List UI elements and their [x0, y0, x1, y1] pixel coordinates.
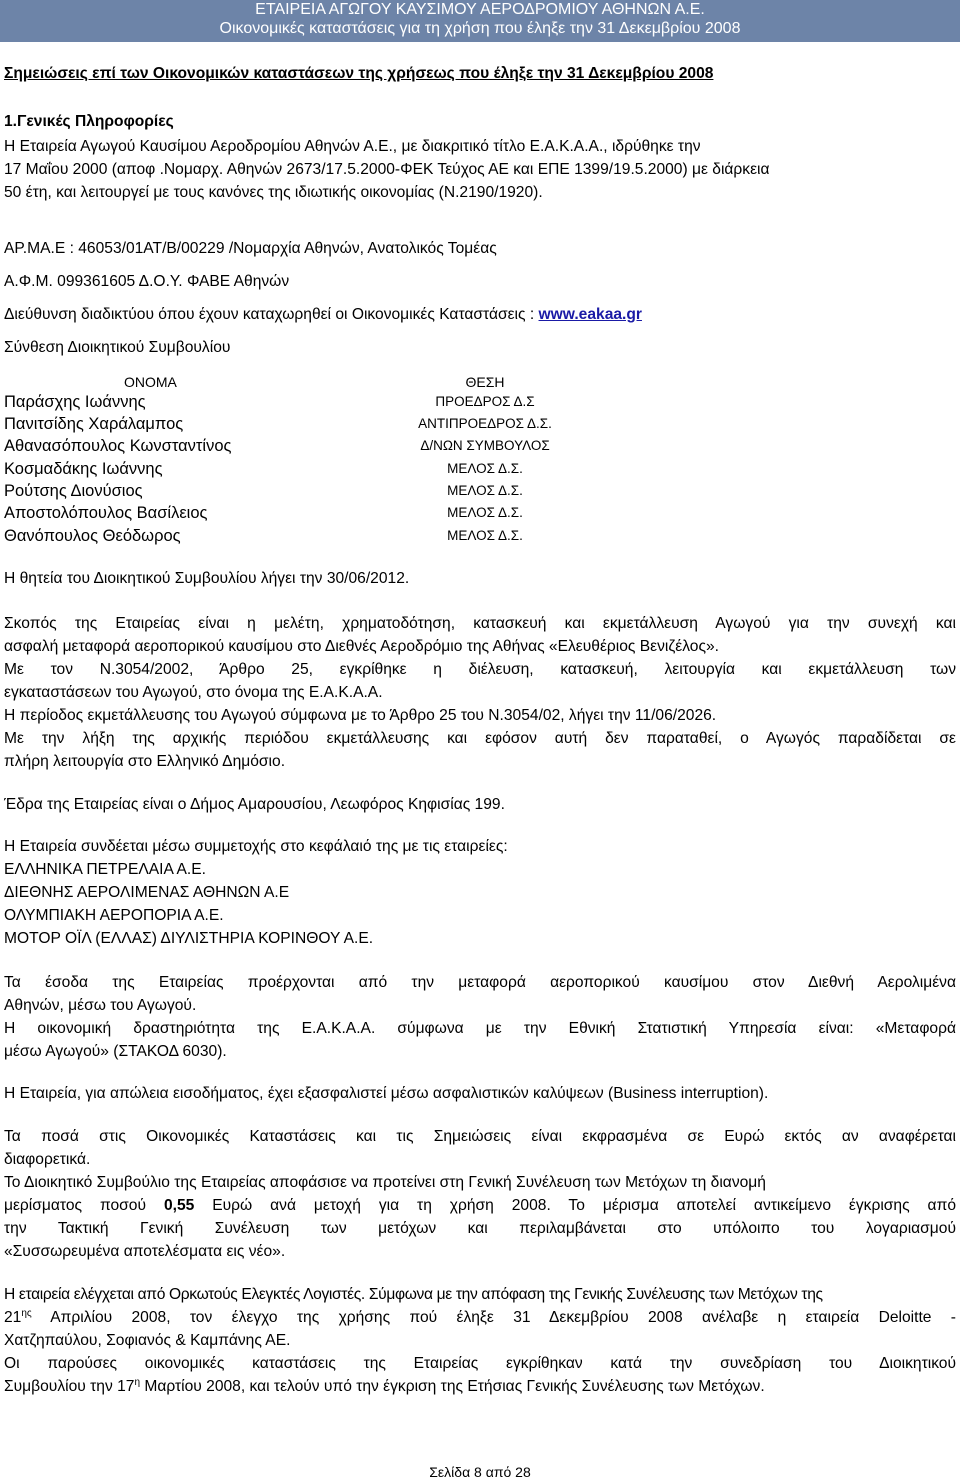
- board-member-name: Πανιτσίδης Χαράλαμπος: [4, 415, 184, 433]
- revenue-line-4: μέσω Αγωγού» (ΣΤΑΚΟΔ 6030).: [4, 1043, 227, 1060]
- board-header-name: ΟΝΟΜΑ: [124, 374, 177, 390]
- board-member-position: ΠΡΟΕΔΡΟΣ Δ.Σ: [435, 394, 535, 409]
- audit-line-2: [4, 1308, 956, 1327]
- dividend-text: μερίσματος ποσού: [4, 1197, 164, 1214]
- audit-text: Μαρτίου 2008, και τελούν υπό την έγκριση της Ετήσιας Γενικής Συνέλευσης των Μετόχων.: [140, 1378, 765, 1395]
- intro-line-1: Η Εταιρεία Αγωγού Καυσίμου Αεροδρομίου Αθηνών Α.Ε., με διακριτικό τίτλο Ε.Α.Κ.Α.Α., ιδρύθηκε την: [4, 138, 701, 155]
- board-title: Σύνθεση Διοικητικού Συμβουλίου: [4, 339, 231, 356]
- audit-text: Συμβουλίου την 17: [4, 1378, 135, 1395]
- notes-title: Σημειώσεις επί των Οικονομικών καταστάσεων της χρήσεως που έληξε την 31 Δεκεμβρίου 2008: [4, 65, 714, 82]
- board-member-name: Θανόπουλος Θεόδωρος: [4, 527, 181, 545]
- revenue-line-3: Η οικονομική δραστηριότητα της Ε.Α.Κ.Α.Α. σύμφωνα με την Εθνική Στατιστική Υπηρεσία είναι: «Μεταφορά: [4, 1020, 956, 1037]
- board-member-name: Κοσμαδάκης Ιωάννης: [4, 460, 163, 478]
- document-header: [0, 0, 960, 42]
- company-seat: Έδρα της Εταιρείας είναι ο Δήμος Αμαρουσίου, Λεωφόρος Κηφισίας 199.: [4, 796, 505, 813]
- shareholders-intro: Η Εταιρεία συνδέεται μέσω συμμετοχής στο κεφάλαιό της με τις εταιρείες:: [4, 838, 508, 855]
- board-member-position: ΜΕΛΟΣ Δ.Σ.: [447, 461, 523, 476]
- page-number: Σελίδα 8 από 28: [429, 1464, 531, 1480]
- shareholder-item: ΕΛΛΗΝΙΚΑ ΠΕΤΡΕΛΑΙΑ Α.Ε.: [4, 861, 206, 878]
- audit-line-5: [4, 1377, 765, 1396]
- intro-line-2: 17 Μαΐου 2000 (αποφ .Νομαρχ. Αθηνών 2673/17.5.2000-ΦΕΚ Τεύχος ΑΕ και ΕΠΕ 1399/19.5.2000) με διάρκεια: [4, 161, 770, 178]
- website-link[interactable]: www.eakaa.gr: [538, 306, 642, 323]
- board-term: Η θητεία του Διοικητικού Συμβουλίου λήγει την 30/06/2012.: [4, 570, 410, 587]
- dividend-text: Ευρώ ανά μετοχή για τη χρήση 2008. Το μέρισμα αποτελεί αντικείμενο έγκρισης από: [194, 1197, 956, 1214]
- purpose-line-5: Η περίοδος εκμετάλλευσης του Αγωγού σύμφωνα με το Άρθρο 25 του Ν.3054/02, λήγει την 11/06/2026.: [4, 707, 717, 724]
- registry-number: ΑΡ.ΜΑ.Ε : 46053/01ΑΤ/Β/00229 /Νομαρχία Αθηνών, Ανατολικός Τομέας: [4, 240, 497, 257]
- dividend-line-2: [4, 1196, 956, 1215]
- dividend-line-4: «Συσσωρευμένα αποτελέσματα εις νέο».: [4, 1243, 286, 1260]
- audit-line-1: Η εταιρεία ελέγχεται από Ορκωτούς Ελεγκτές Λογιστές. Σύμφωνα με την απόφαση της Γενικής Συνέλευσης των Μετόχων της: [4, 1286, 823, 1303]
- audit-day: 21: [4, 1309, 22, 1326]
- audit-day-suffix: ης: [21, 1308, 32, 1319]
- dividend-line-1: Το Διοικητικό Συμβούλιο της Εταιρείας αποφάσισε να προτείνει στη Γενική Συνέλευση των Μετόχων τη διανομή: [4, 1174, 766, 1191]
- board-member-position: ΜΕΛΟΣ Δ.Σ.: [447, 528, 523, 543]
- board-member-position: ΜΕΛΟΣ Δ.Σ.: [447, 505, 523, 520]
- intro-line-3: 50 έτη, και λειτουργεί με τους κανόνες της ιδιωτικής οικονομίας (Ν.2190/1920).: [4, 184, 543, 201]
- tax-id: Α.Φ.Μ. 099361605 Δ.Ο.Υ. ΦΑΒΕ Αθηνών: [4, 273, 290, 290]
- statements-subtitle: Οικονομικές καταστάσεις για τη χρήση που έληξε την 31 Δεκεμβρίου 2008: [219, 20, 741, 37]
- purpose-line-3: Με τον Ν.3054/2002, Άρθρο 25, εγκρίθηκε η διέλευση, κατασκευή, λειτουργία και εκμετάλλευση των: [4, 661, 956, 678]
- board-member-name: Παράσχης Ιωάννης: [4, 393, 146, 411]
- board-header-position: ΘΕΣΗ: [465, 374, 505, 390]
- currency-line-2: διαφορετικά.: [4, 1151, 91, 1168]
- company-name: ΕΤΑΙΡΕΙΑ ΑΓΩΓΟΥ ΚΑΥΣΙΜΟΥ ΑΕΡΟΔΡΟΜΙΟΥ ΑΘΗΝΩΝ Α.Ε.: [255, 1, 705, 18]
- audit-line-4: Οι παρούσες οικονομικές καταστάσεις της Εταιρείας εγκρίθηκαν κατά την συνεδρίαση του Διοικητικού: [4, 1355, 956, 1372]
- purpose-line-6: Με την λήξη της αρχικής περιόδου εκμετάλλευσης και εφόσον αυτή δεν παραταθεί, ο Αγωγός παραδίδεται σε: [4, 730, 956, 747]
- purpose-line-2: ασφαλή μεταφορά αεροπορικού καυσίμου στο Διεθνές Αεροδρόμιο της Αθήνας «Ελευθέριος Βενιζέλος».: [4, 638, 719, 655]
- board-member-position: Δ/ΝΩΝ ΣΥΜΒΟΥΛΟΣ: [420, 438, 550, 453]
- revenue-line-2: Αθηνών, μέσω του Αγωγού.: [4, 997, 197, 1014]
- board-member-name: Αθανασόπουλος Κωνσταντίνος: [4, 437, 232, 455]
- audit-date-suffix: η: [134, 1377, 140, 1388]
- website-label: Διεύθυνση διαδικτύου όπου έχουν καταχωρηθεί οι Οικονομικές Καταστάσεις :: [4, 306, 539, 323]
- shareholder-item: ΟΛΥΜΠΙΑΚΗ ΑΕΡΟΠΟΡΙΑ Α.Ε.: [4, 907, 224, 924]
- purpose-line-7: πλήρη λειτουργία στο Ελληνικό Δημόσιο.: [4, 753, 286, 770]
- board-member-position: ΜΕΛΟΣ Δ.Σ.: [447, 483, 523, 498]
- revenue-line-1: Τα έσοδα της Εταιρείας προέρχονται από την μεταφορά αεροπορικού καυσίμου στον Διεθνή Αερολιμένα: [4, 974, 956, 991]
- board-member-name: Αποστολόπουλος Βασίλειος: [4, 504, 208, 522]
- board-member-name: Ρούτσης Διονύσιος: [4, 482, 143, 500]
- dividend-line-3: την Τακτική Γενική Συνέλευση των μετόχων και περιλαμβάνεται στο υπόλοιπο του λογαριασμού: [4, 1220, 956, 1237]
- purpose-line-4: εγκαταστάσεων του Αγωγού, στο όνομα της Ε.Α.Κ.Α.Α.: [4, 684, 383, 701]
- dividend-amount: 0,55: [163, 1197, 195, 1214]
- audit-line-3: Χατζηπαύλου, Σοφιανός & Καμπάνης ΑΕ.: [4, 1332, 291, 1349]
- website-line: [4, 305, 642, 324]
- audit-text: Απριλίου 2008, τον έλεγχο της χρήσης πού έληξε 31 Δεκεμβρίου 2008 ανέλαβε η εταιρεία Deloitte -: [31, 1309, 956, 1326]
- shareholder-item: ΔΙΕΘΝΗΣ ΑΕΡΟΛΙΜΕΝΑΣ ΑΘΗΝΩΝ Α.Ε: [4, 884, 290, 901]
- shareholder-item: ΜΟΤΟΡ ΟΪΛ (ΕΛΛΑΣ) ΔΙΥΛΙΣΤΗΡΙΑ ΚΟΡΙΝΘΟΥ Α.Ε.: [4, 930, 374, 947]
- section-general-info: 1.Γενικές Πληροφορίες: [4, 113, 174, 130]
- board-member-position: ΑΝΤΙΠΡΟΕΔΡΟΣ Δ.Σ.: [418, 416, 552, 431]
- purpose-line-1: Σκοπός της Εταιρείας είναι η μελέτη, χρηματοδότηση, κατασκευή και εκμετάλλευση Αγωγού για την συνεχή και: [4, 615, 956, 632]
- currency-line-1: Τα ποσά στις Οικονομικές Καταστάσεις και τις Σημειώσεις είναι εκφρασμένα σε Ευρώ εκτός αν αναφέρεται: [4, 1128, 956, 1145]
- insurance-note: Η Εταιρεία, για απώλεια εισοδήματος, έχει εξασφαλιστεί μέσω ασφαλιστικών καλύψεων (Business interruption).: [4, 1085, 769, 1102]
